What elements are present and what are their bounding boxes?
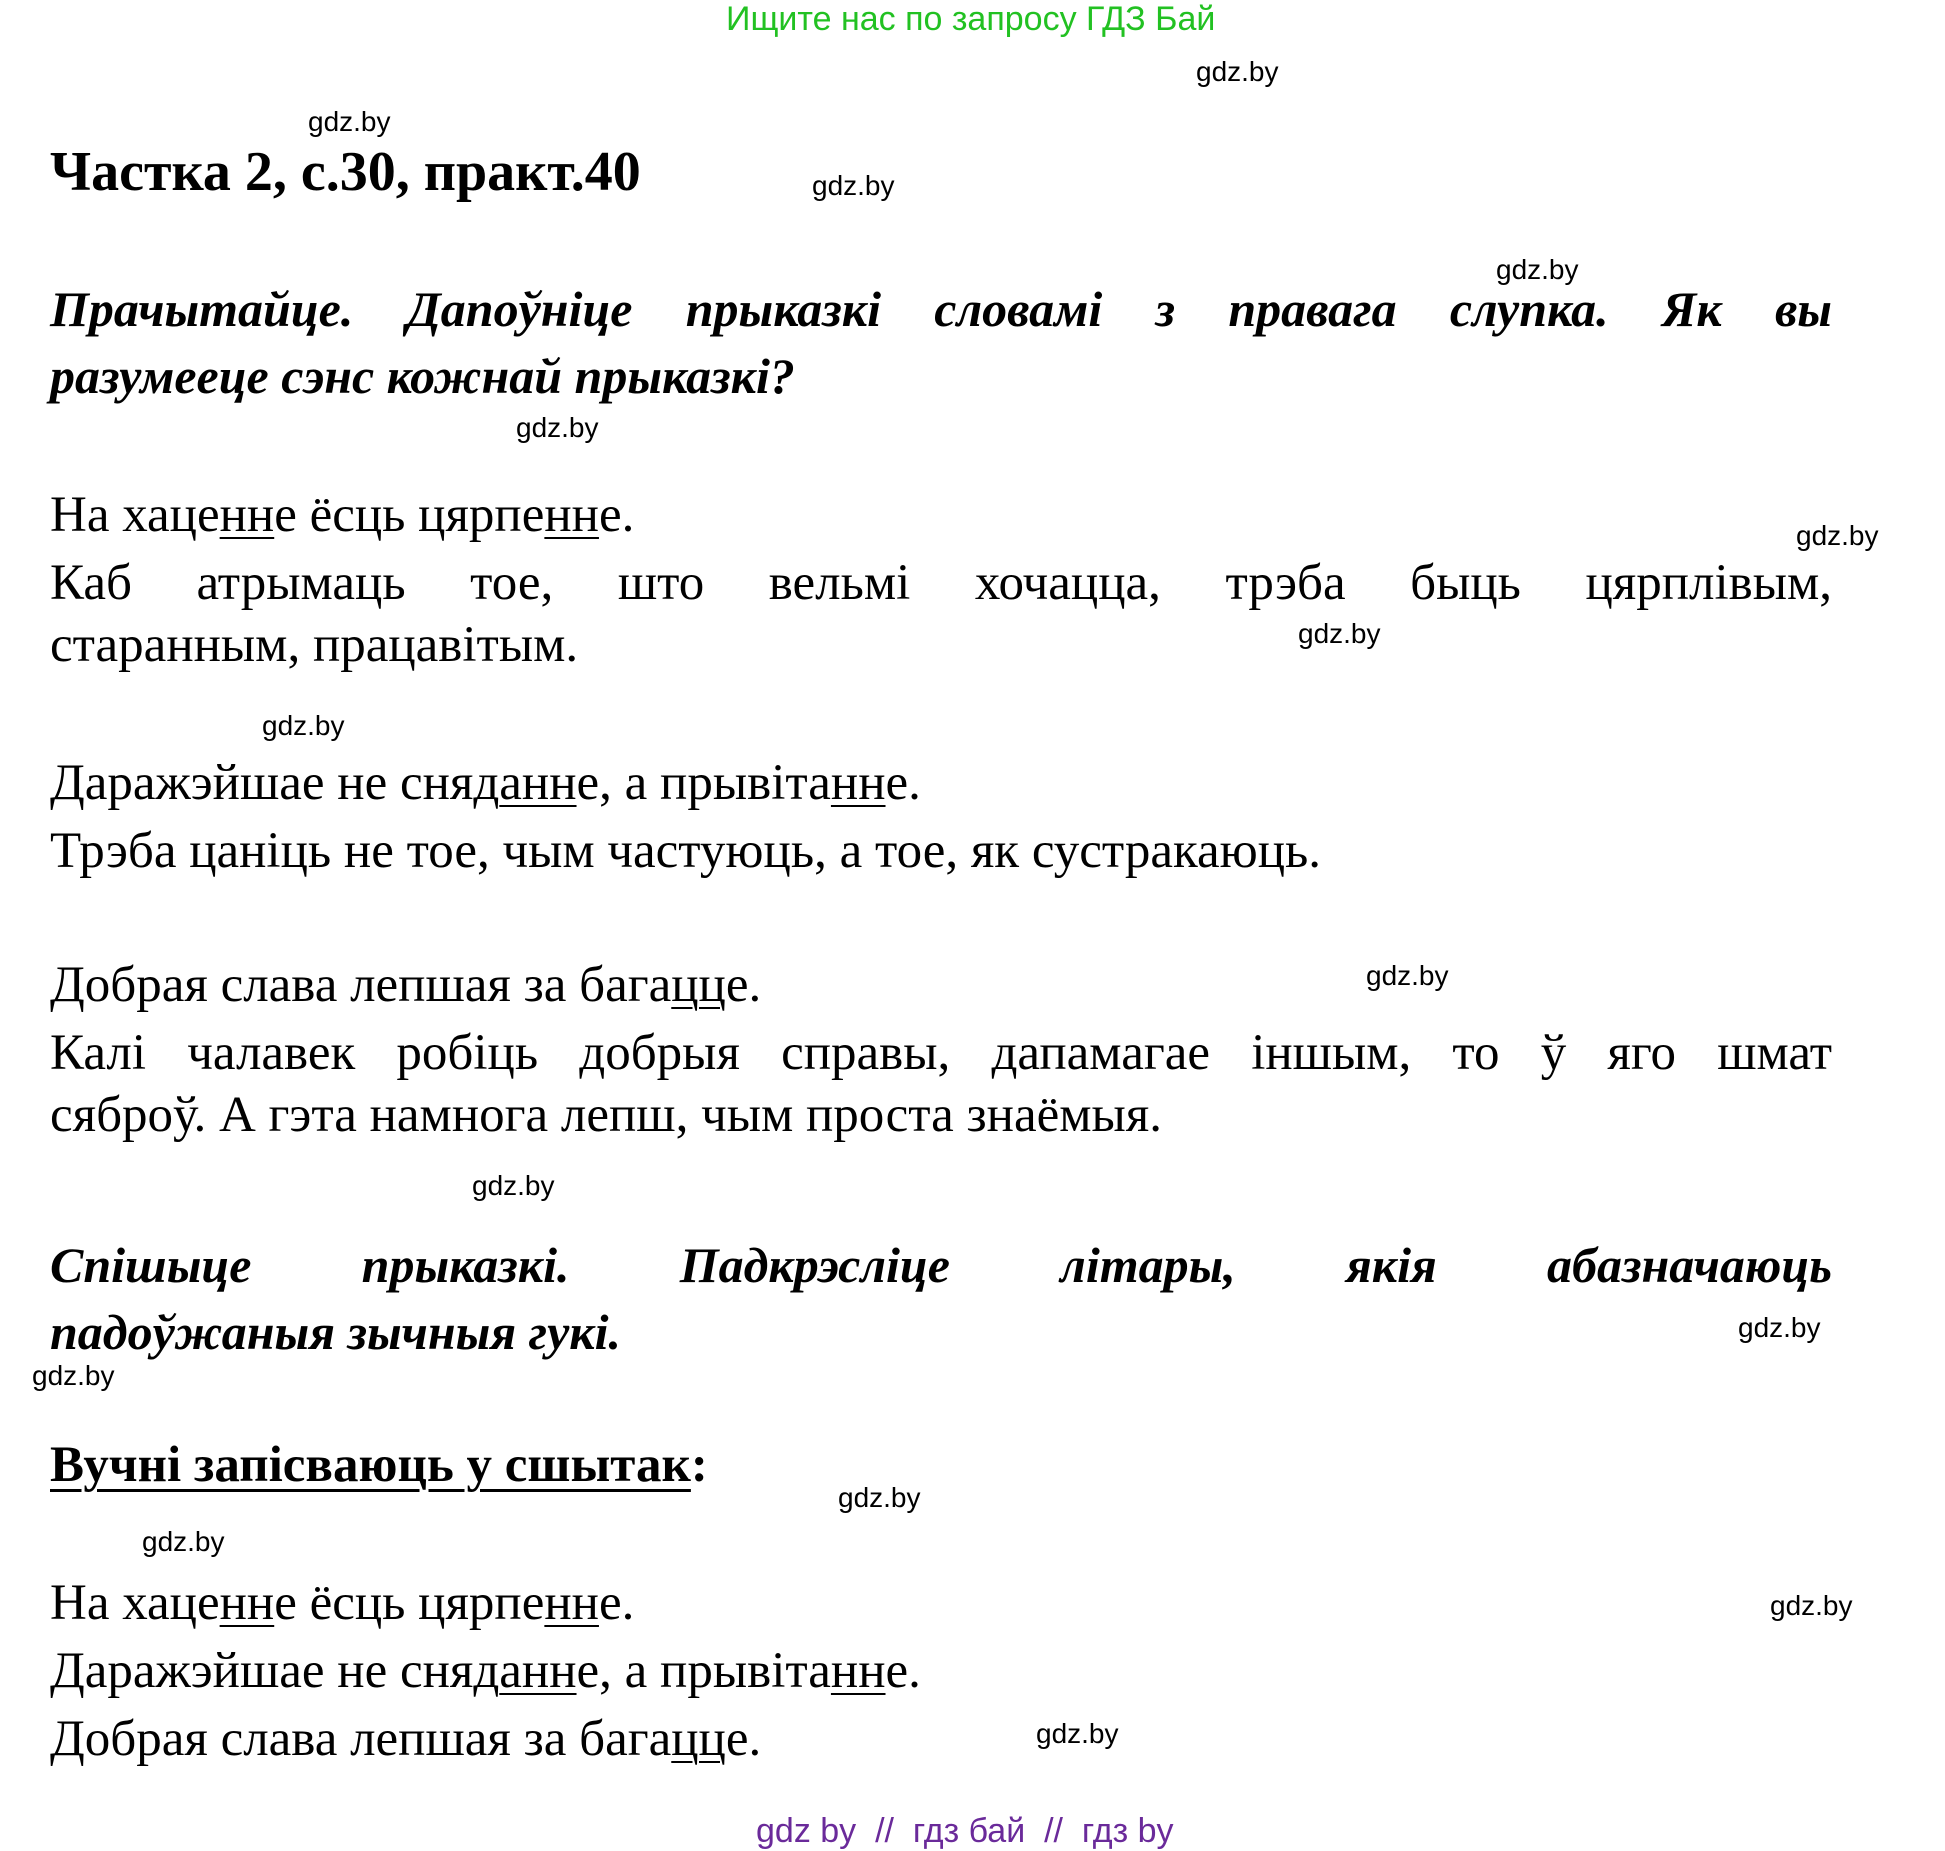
page-title: Частка 2, с.30, практ.40 [50, 141, 641, 203]
task-1-line-2: разумееце сэнс кожнай прыказкі? [50, 348, 795, 404]
explanation-1: Каб атрымаць тое, што вельмі хочацца, трэба быць цярплівым, старанным, працавітым. [50, 555, 1832, 673]
task-2-line-2: падоўжаныя зычныя гукі. [50, 1304, 621, 1360]
proverb-3: Добрая слава лепшая за багацце. [50, 957, 762, 1013]
watermark: gdz.by [1036, 1718, 1119, 1749]
notebook-proverb-1: На хаценне ёсць цярпенне. [50, 1575, 635, 1631]
watermark: gdz.by [1298, 618, 1381, 649]
watermark: gdz.by [1796, 520, 1879, 551]
task-instruction-1 [50, 276, 1832, 410]
explanation-2: Трэба цаніць не тое, чым частуюць, а тое, як сустракаюць. [50, 823, 1322, 879]
watermark: gdz.by [516, 412, 599, 443]
watermark: gdz.by [142, 1526, 225, 1557]
proverb-1: На хаценне ёсць цярпенне. [50, 487, 635, 543]
watermark: gdz.by [262, 710, 345, 741]
watermark: gdz.by [308, 106, 391, 137]
explanation-3: Калі чалавек робіць добрыя справы, дапамагае іншым, то ў яго шмат сяброў. А гэта намнога лепш, чым проста знаёмыя. [50, 1025, 1832, 1143]
notebook-proverb-2: Даражэйшае не сняданне, а прывітанне. [50, 1643, 921, 1699]
proverb-2: Даражэйшае не сняданне, а прывітанне. [50, 755, 921, 811]
notebook-proverb-3: Добрая слава лепшая за багацце. [50, 1711, 762, 1767]
watermark: gdz.by [1738, 1312, 1821, 1343]
watermark: gdz.by [1366, 960, 1449, 991]
top-search-note: Ищите нас по запросу ГДЗ Бай [726, 0, 1216, 38]
watermark: gdz.by [472, 1170, 555, 1201]
watermark: gdz.by [1196, 56, 1279, 87]
watermark: gdz.by [1770, 1590, 1853, 1621]
watermark: gdz.by [812, 170, 895, 201]
footer-links: gdz by // гдз бай // гдз by [756, 1812, 1174, 1850]
task-2-line-1: Спішыце прыказкі. Падкрэсліце літары, якія абазначаюць [50, 1237, 1832, 1293]
watermark: gdz.by [838, 1482, 921, 1513]
watermark: gdz.by [32, 1360, 115, 1391]
watermark: gdz.by [1496, 254, 1579, 285]
task-1-line-1: Прачытайце. Дапоўніце прыказкі словамі з правага слупка. Як вы [50, 281, 1832, 337]
notebook-heading: Вучні запісваюць у сшытак: [50, 1437, 708, 1493]
task-instruction-2 [50, 1232, 1832, 1366]
